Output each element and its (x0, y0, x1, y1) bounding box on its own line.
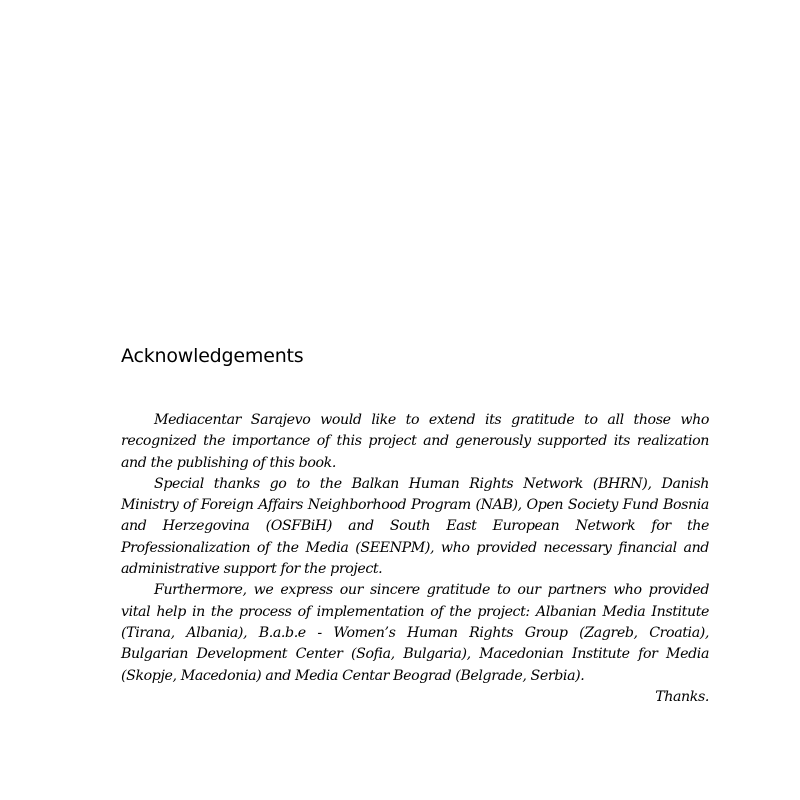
paragraph-gratitude: Mediacentar Sarajevo would like to extend its gratitude to all those who recognized the importance of this project and generously supported its realization and the publishing of this book. (121, 412, 709, 471)
page-title: Acknowledgements (121, 345, 304, 367)
paragraph-partners: Furthermore, we express our sincere gratitude to our partners who provided vital help in the process of implementation of the project: Albanian Media Institute (Tirana, Albania), B.a.b.e - Women’s Human Rights Group (Zagreb, Croatia), Bulgarian Development Center (Sofia, Bulgaria), Macedonian Institute for Media (Skopje, Macedonia) and Media Centar Beograd (Belgrade, Serbia). (121, 582, 709, 684)
paragraph-special-thanks: Special thanks go to the Balkan Human Rights Network (BHRN), Danish Ministry of Foreign Affairs Neighborhood Program (NAB), Open Society Fund Bosnia and Herzegovina (OSFBiH) and South East European Network for the Professionalization of the Media (SEENPM), who provided necessary financial and administrative support for the project. (121, 475, 709, 578)
acknowledgements-section (121, 344, 709, 708)
signoff: Thanks. (655, 688, 709, 705)
